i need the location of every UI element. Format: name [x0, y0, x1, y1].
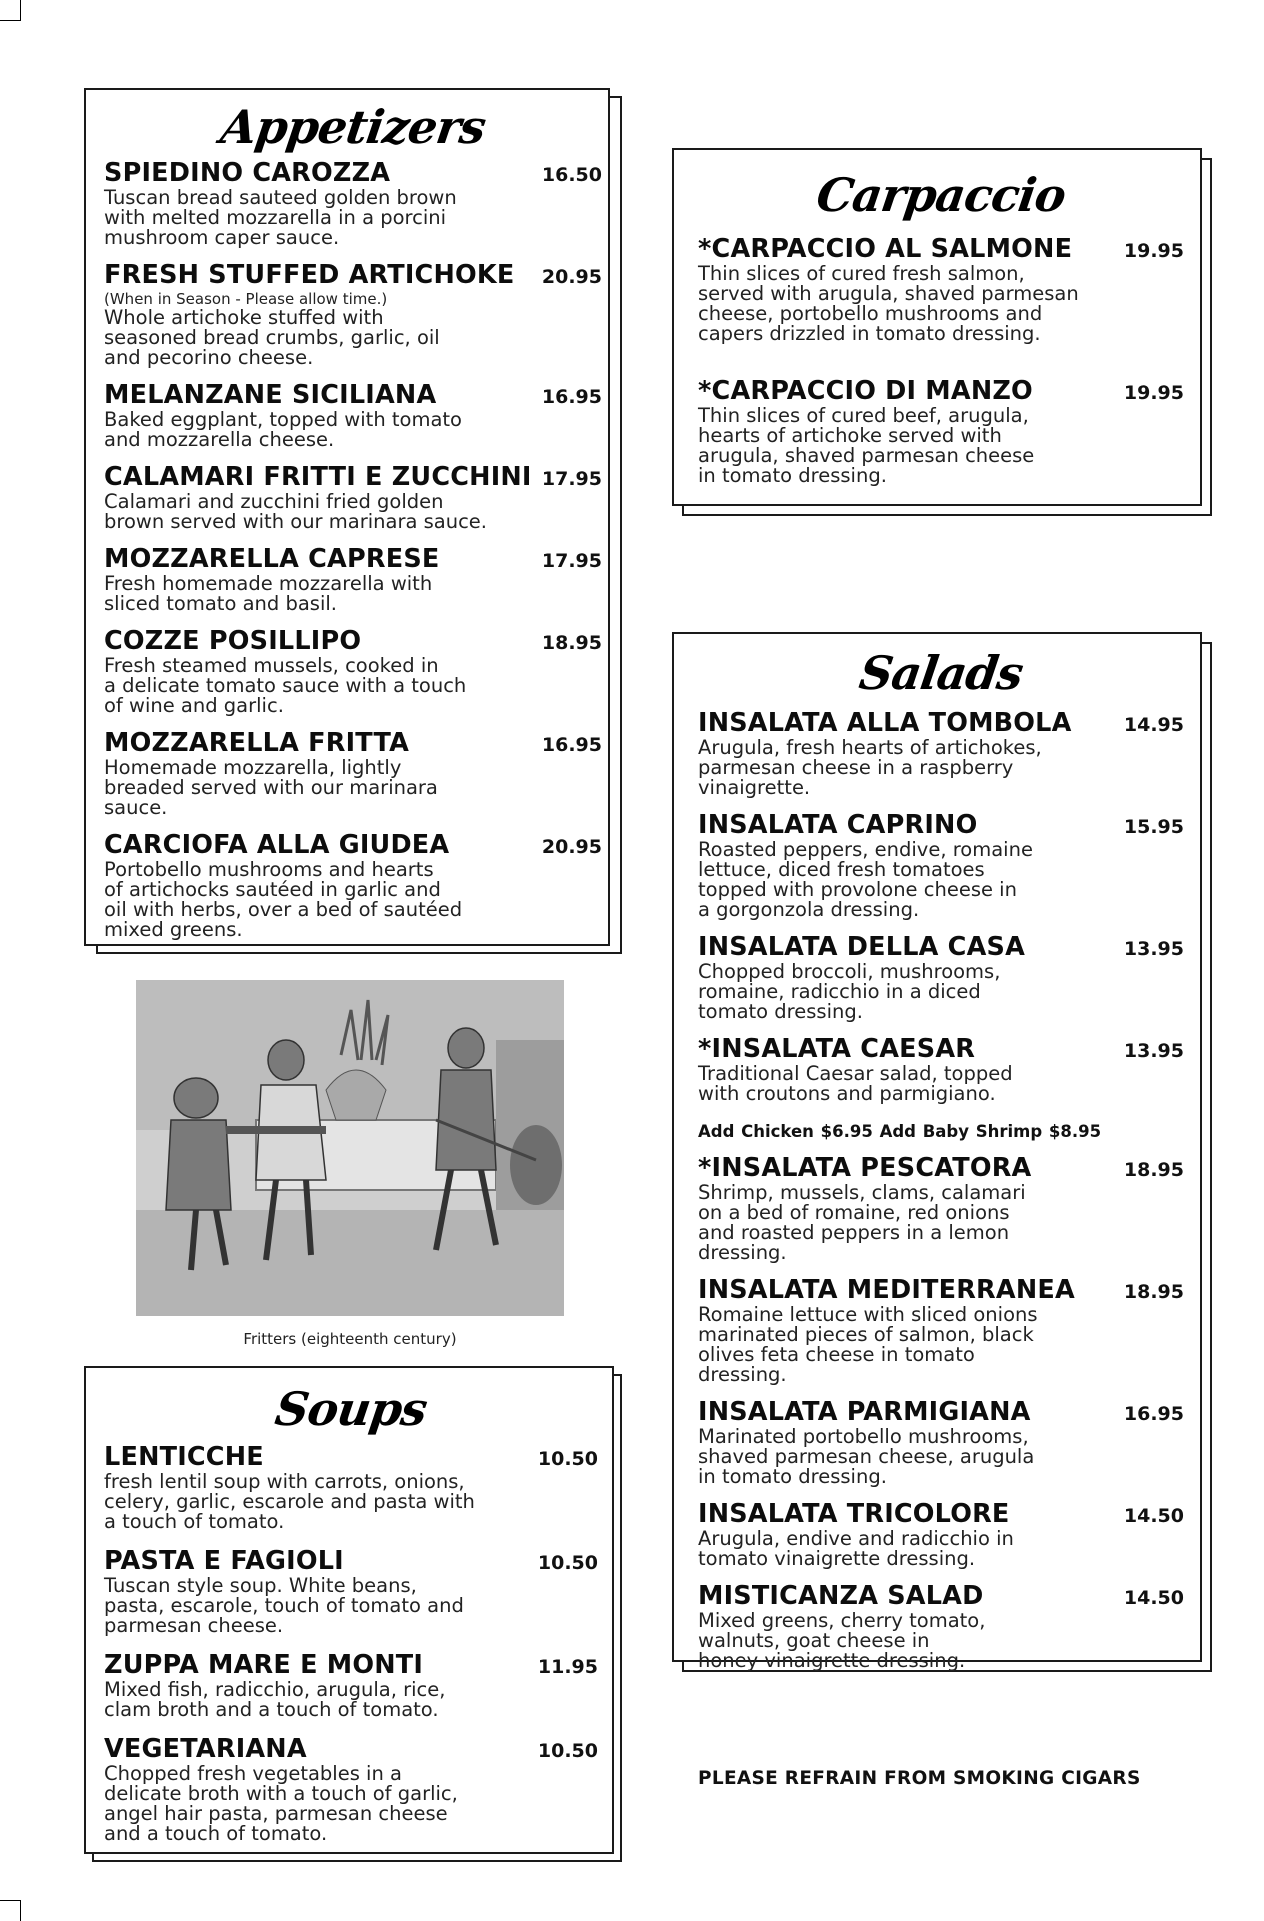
soups-title: Soups: [271, 1382, 430, 1436]
menu-item-description: Baked eggplant, topped with tomato: [104, 408, 462, 431]
menu-item-description: Thin slices of cured fresh salmon,: [698, 262, 1025, 285]
menu-item-description: Chopped fresh vegetables in a: [104, 1762, 402, 1785]
menu-item-price: 18.95: [1123, 1159, 1184, 1181]
menu-item-description: a touch of tomato.: [104, 1510, 285, 1533]
menu-item-name: FRESH STUFFED ARTICHOKE: [104, 260, 515, 290]
menu-item-price: 20.95: [541, 266, 602, 288]
menu-item-description: Thin slices of cured beef, arugula,: [698, 404, 1029, 427]
menu-item-description: shaved parmesan cheese, arugula: [698, 1445, 1035, 1468]
menu-item-name: *INSALATA CAESAR: [698, 1034, 976, 1064]
menu-item-description: Shrimp, mussels, clams, calamari: [698, 1181, 1026, 1204]
menu-item-price: 10.50: [537, 1448, 598, 1470]
crop-mark-top-left: [0, 0, 21, 21]
menu-item-description: walnuts, goat cheese in: [698, 1629, 930, 1652]
menu-item: [104, 1652, 598, 1720]
menu-item: [698, 1155, 1184, 1263]
menu-item-description: celery, garlic, escarole and pasta with: [104, 1490, 475, 1513]
menu-item: [698, 1277, 1184, 1385]
menu-item-price: 18.95: [1123, 1281, 1184, 1303]
fritters-illustration-svg: [136, 980, 564, 1316]
menu-item-description: with croutons and parmigiano.: [698, 1082, 996, 1105]
menu-item-price: 16.95: [541, 386, 602, 408]
menu-item: [104, 546, 602, 614]
menu-item: [698, 1583, 1184, 1671]
menu-item-description: Arugula, endive and radicchio in: [698, 1527, 1014, 1550]
menu-item-name: CARCIOFA ALLA GIUDEA: [104, 830, 450, 860]
salads-title: Salads: [856, 646, 1026, 700]
menu-item: [698, 1036, 1184, 1104]
menu-item-description: vinaigrette.: [698, 776, 811, 799]
menu-item-price: 14.50: [1123, 1505, 1184, 1527]
menu-item-name: PASTA E FAGIOLI: [104, 1546, 344, 1576]
menu-item-description: Fresh homemade mozzarella with: [104, 572, 433, 595]
menu-item-price: 11.95: [537, 1656, 598, 1678]
appetizers-box: [84, 88, 624, 956]
menu-item-name: INSALATA PARMIGIANA: [698, 1397, 1031, 1427]
carpaccio-box: [672, 148, 1212, 518]
menu-item: [698, 812, 1184, 920]
menu-item: [698, 1399, 1184, 1487]
menu-item-name: INSALATA TRICOLORE: [698, 1499, 1010, 1529]
menu-item-name: INSALATA DELLA CASA: [698, 932, 1026, 962]
menu-item-description: and pecorino cheese.: [104, 346, 314, 369]
menu-item-description: sliced tomato and basil.: [104, 592, 337, 615]
menu-item-description: Roasted peppers, endive, romaine: [698, 838, 1033, 861]
menu-item: [104, 382, 602, 450]
menu-item-description: Traditional Caesar salad, topped: [698, 1062, 1013, 1085]
menu-item-description: marinated pieces of salmon, black: [698, 1323, 1034, 1346]
menu-item: [104, 160, 602, 248]
menu-item-price: 13.95: [1123, 1040, 1184, 1062]
menu-item-description: brown served with our marinara sauce.: [104, 510, 488, 533]
menu-item-description: Chopped broccoli, mushrooms,: [698, 960, 1001, 983]
menu-item-description: arugula, shaved parmesan cheese: [698, 444, 1035, 467]
menu-item-price: 19.95: [1123, 240, 1184, 262]
menu-item-name: ZUPPA MARE E MONTI: [104, 1650, 424, 1680]
menu-item-price: 18.95: [541, 632, 602, 654]
menu-item-name: MELANZANE SICILIANA: [104, 380, 437, 410]
menu-item-name: LENTICCHE: [104, 1442, 264, 1472]
menu-item-description: Romaine lettuce with sliced onions: [698, 1303, 1038, 1326]
menu-item-description: parmesan cheese.: [104, 1614, 284, 1637]
menu-item: [104, 628, 602, 716]
menu-item-price: 17.95: [541, 550, 602, 572]
menu-item-name: INSALATA ALLA TOMBOLA: [698, 708, 1072, 738]
menu-item-description: Homemade mozzarella, lightly: [104, 756, 402, 779]
menu-item-name: INSALATA CAPRINO: [698, 810, 978, 840]
menu-item: [104, 832, 602, 940]
menu-item-description: Tuscan bread sauteed golden brown: [104, 186, 457, 209]
menu-item-price: 20.95: [541, 836, 602, 858]
menu-item-price: 19.95: [1123, 382, 1184, 404]
menu-item-description: olives feta cheese in tomato: [698, 1343, 975, 1366]
menu-item: [104, 1548, 598, 1636]
menu-item-price: 16.95: [1123, 1403, 1184, 1425]
menu-item-description: a gorgonzola dressing.: [698, 898, 920, 921]
menu-item-description: sauce.: [104, 796, 168, 819]
menu-item: [698, 378, 1184, 486]
menu-item-description: served with arugula, shaved parmesan: [698, 282, 1079, 305]
menu-item-description: clam broth and a touch of tomato.: [104, 1698, 439, 1721]
appetizers-title: Appetizers: [217, 100, 489, 154]
menu-item-description: Arugula, fresh hearts of artichokes,: [698, 736, 1042, 759]
menu-item-name: SPIEDINO CAROZZA: [104, 158, 391, 188]
menu-item-description: of wine and garlic.: [104, 694, 284, 717]
menu-item-name: *INSALATA PESCATORA: [698, 1153, 1032, 1183]
menu-item-description: a delicate tomato sauce with a touch: [104, 674, 467, 697]
menu-item-description: fresh lentil soup with carrots, onions,: [104, 1470, 465, 1493]
menu-item-description: topped with provolone cheese in: [698, 878, 1017, 901]
menu-item-name: MOZZARELLA FRITTA: [104, 728, 410, 758]
menu-item-description: hearts of artichoke served with: [698, 424, 1002, 447]
menu-item: [698, 710, 1184, 798]
menu-item-description: Mixed greens, cherry tomato,: [698, 1609, 986, 1632]
menu-item-price: 10.50: [537, 1552, 598, 1574]
menu-item: [104, 1736, 598, 1844]
menu-item-description: mixed greens.: [104, 918, 243, 941]
menu-item-name: CALAMARI FRITTI E ZUCCHINI: [104, 462, 532, 492]
menu-item-description: in tomato dressing.: [698, 464, 887, 487]
menu-item: [104, 1444, 598, 1532]
carpaccio-title: Carpaccio: [813, 168, 1069, 222]
menu-item-price: 13.95: [1123, 938, 1184, 960]
menu-item-description: oil with herbs, over a bed of sautéed: [104, 898, 463, 921]
menu-item-description: breaded served with our marinara: [104, 776, 438, 799]
menu-item-description: and a touch of tomato.: [104, 1822, 328, 1845]
menu-item-description: Portobello mushrooms and hearts: [104, 858, 434, 881]
menu-item-description: lettuce, diced fresh tomatoes: [698, 858, 985, 881]
menu-item-description: on a bed of romaine, red onions: [698, 1201, 1010, 1224]
menu-item-price: 14.95: [1123, 714, 1184, 736]
menu-item: [104, 464, 602, 532]
soups-box: [84, 1366, 624, 1864]
menu-item-name: COZZE POSILLIPO: [104, 626, 362, 656]
menu-item-note: (When in Season - Please allow time.): [104, 290, 388, 308]
menu-item: [698, 934, 1184, 1022]
menu-item-description: delicate broth with a touch of garlic,: [104, 1782, 458, 1805]
menu-item-price: 14.50: [1123, 1587, 1184, 1609]
menu-item-price: 16.50: [541, 164, 602, 186]
menu-item-description: seasoned bread crumbs, garlic, oil: [104, 326, 440, 349]
menu-item: [104, 730, 602, 818]
menu-item-price: 17.95: [541, 468, 602, 490]
menu-item-description: Whole artichoke stuffed with: [104, 306, 384, 329]
menu-item-description: with melted mozzarella in a porcini: [104, 206, 447, 229]
menu-item-description: dressing.: [698, 1363, 787, 1386]
menu-item-name: VEGETARIANA: [104, 1734, 307, 1764]
image-caption: Fritters (eighteenth century): [243, 1330, 457, 1348]
menu-item-price: 15.95: [1123, 816, 1184, 838]
salad-addons: Add Chicken $6.95 Add Baby Shrimp $8.95: [698, 1122, 1102, 1141]
menu-item-description: dressing.: [698, 1241, 787, 1264]
menu-item-description: romaine, radicchio in a diced: [698, 980, 981, 1003]
menu-item-description: parmesan cheese in a raspberry: [698, 756, 1014, 779]
menu-item-name: INSALATA MEDITERRANEA: [698, 1275, 1075, 1305]
menu-item: [104, 262, 602, 368]
menu-item-description: tomato vinaigrette dressing.: [698, 1547, 976, 1570]
menu-item-price: 16.95: [541, 734, 602, 756]
menu-item-name: MISTICANZA SALAD: [698, 1581, 984, 1611]
crop-mark-bottom-left: [0, 1900, 21, 1921]
menu-item: [698, 236, 1184, 344]
menu-item-description: and roasted peppers in a lemon: [698, 1221, 1010, 1244]
menu-item-description: cheese, portobello mushrooms and: [698, 302, 1043, 325]
menu-item: [698, 1501, 1184, 1569]
menu-item-description: Fresh steamed mussels, cooked in: [104, 654, 439, 677]
menu-item-name: *CARPACCIO DI MANZO: [698, 376, 1033, 406]
menu-item-description: and mozzarella cheese.: [104, 428, 335, 451]
menu-item-description: honey vinaigrette dressing.: [698, 1649, 966, 1672]
menu-item-description: Tuscan style soup. White beans,: [104, 1574, 417, 1597]
menu-item-description: in tomato dressing.: [698, 1465, 887, 1488]
menu-item-description: pasta, escarole, touch of tomato and: [104, 1594, 464, 1617]
menu-item-name: MOZZARELLA CAPRESE: [104, 544, 440, 574]
fritters-illustration: [136, 980, 564, 1316]
no-cigars-note: PLEASE REFRAIN FROM SMOKING CIGARS: [698, 1768, 1141, 1789]
menu-item-description: Mixed fish, radicchio, arugula, rice,: [104, 1678, 446, 1701]
menu-item-description: capers drizzled in tomato dressing.: [698, 322, 1041, 345]
menu-item-description: tomato dressing.: [698, 1000, 863, 1023]
menu-item-description: of artichocks sautéed in garlic and: [104, 878, 441, 901]
salads-box: [672, 632, 1212, 1674]
menu-item-price: 10.50: [537, 1740, 598, 1762]
menu-item-description: angel hair pasta, parmesan cheese: [104, 1802, 448, 1825]
menu-item-name: *CARPACCIO AL SALMONE: [698, 234, 1073, 264]
menu-item-description: Marinated portobello mushrooms,: [698, 1425, 1029, 1448]
menu-item-description: Calamari and zucchini fried golden: [104, 490, 444, 513]
menu-item-description: mushroom caper sauce.: [104, 226, 340, 249]
